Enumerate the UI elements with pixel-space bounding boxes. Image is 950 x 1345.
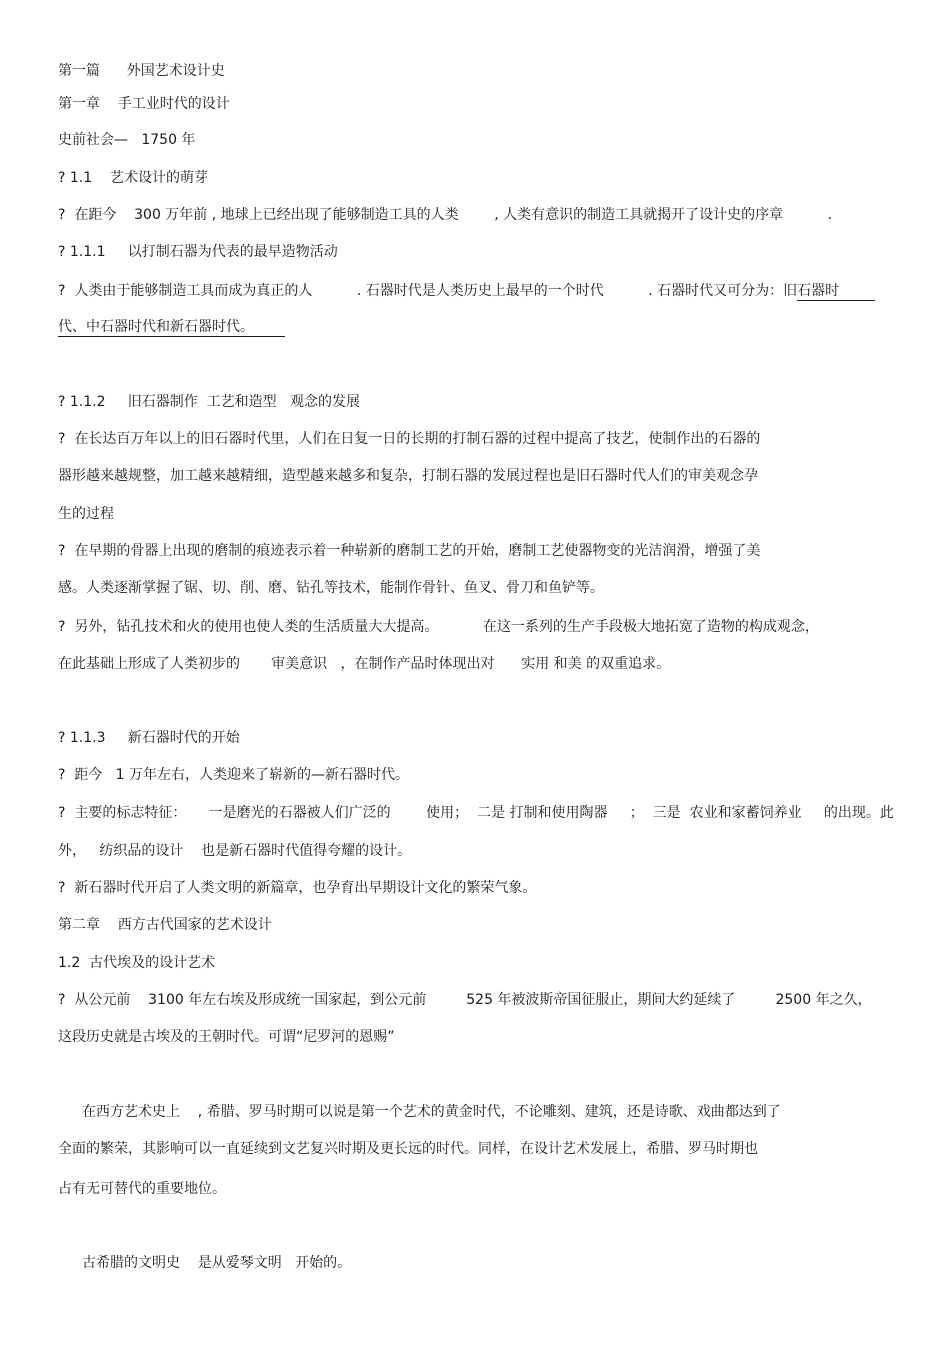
paragraph-line: ? 在早期的骨器上出现的磨制的痕迹表示着一种崭新的磨制工艺的开始，磨制工艺使器物变的光洁润滑，增强了美 <box>58 543 761 559</box>
paragraph-line: 这段历史就是古埃及的王朝时代。可谓“尼罗河的恩赐” <box>58 1029 395 1045</box>
section-heading: ? 1.1 艺术设计的萌芽 <box>58 170 208 186</box>
paragraph-line: 外， 纺织品的设计 也是新石器时代值得夸耀的设计。 <box>58 843 412 859</box>
chapter-heading: 第一章 手工业时代的设计 <box>58 96 230 112</box>
paragraph-line: 在此基础上形成了人类初步的 审美意识 ，在制作产品时体现出对 实用 和美 的双重追求。 <box>58 656 671 672</box>
paragraph-line: 占有无可替代的重要地位。 <box>58 1181 226 1197</box>
part-heading: 第一篇 外国艺术设计史 <box>58 63 225 79</box>
chapter-heading: 第二章 西方古代国家的艺术设计 <box>58 917 272 933</box>
underlined-text: 代、中石器时代和新石器时代。 <box>58 319 286 335</box>
paragraph-line: ? 主要的标志特征： 一是磨光的石器被人们广泛的 使用； 二是 打制和使用陶器 ； 三是 农业和家蓄饲养业 的出现。此 <box>58 805 894 821</box>
underlined-text: 石器时 <box>797 283 875 299</box>
paragraph-line <box>58 282 875 300</box>
paragraph-line: 器形越来越规整，加工越来越精细，造型越来越多和复杂，打制石器的发展过程也是旧石器时代人们的审美观念孕 <box>58 468 758 484</box>
subsection-heading: ? 1.1.1 以打制石器为代表的最早造物活动 <box>58 244 338 260</box>
paragraph-line: 全面的繁荣，其影响可以一直延续到文艺复兴时期及更长远的时代。同样，在设计艺术发展上，希腊、罗马时期也 <box>58 1141 758 1157</box>
paragraph-line-underlined <box>58 318 285 336</box>
paragraph-line: 古希腊的文明史 是从爱琴文明 开始的。 <box>82 1255 352 1271</box>
paragraph-line: 感。人类逐渐掌握了锯、切、削、磨、钻孔等技术，能制作骨针、鱼叉、骨刀和鱼铲等。 <box>58 580 604 596</box>
paragraph-line: ? 在长达百万年以上的旧石器时代里，人们在日复一日的长期的打制石器的过程中提高了技艺，使制作出的石器的 <box>58 431 761 447</box>
period-line: 史前社会— 1750 年 <box>58 132 196 148</box>
paragraph-line: ? 新石器时代开启了人类文明的新篇章，也孕育出早期设计文化的繁荣气象。 <box>58 880 537 896</box>
section-heading: 1.2 古代埃及的设计艺术 <box>58 955 216 971</box>
subsection-heading: ? 1.1.2 旧石器制作 工艺和造型 观念的发展 <box>58 394 361 410</box>
paragraph-line: ? 在距今 300 万年前 , 地球上已经出现了能够制造工具的人类 , 人类有意识的制造工具就揭开了设计史的序章 . <box>58 207 833 223</box>
paragraph-line: ? 从公元前 3100 年左右埃及形成统一国家起，到公元前 525 年被波斯帝国征服止，期间大约延续了 2500 年之久， <box>58 992 872 1008</box>
paragraph-line: 生的过程 <box>58 506 114 522</box>
paragraph-line: 在西方艺术史上 , 希腊、罗马时期可以说是第一个艺术的黄金时代，不论雕刻、建筑，还是诗歌、戏曲都达到了 <box>82 1104 781 1120</box>
paragraph-line: ? 另外，钻孔技术和火的使用也使人类的生活质量大大提高。 在这一系列的生产手段极大地拓宽了造物的构成观念， <box>58 619 819 635</box>
paragraph-text: ? 人类由于能够制造工具而成为真正的人 . 石器时代是人类历史上最早的一个时代 . 石器时代又可分为：旧 <box>58 283 798 299</box>
subsection-heading: ? 1.1.3 新石器时代的开始 <box>58 730 240 746</box>
paragraph-line: ? 距今 1 万年左右，人类迎来了崭新的—新石器时代。 <box>58 767 410 783</box>
